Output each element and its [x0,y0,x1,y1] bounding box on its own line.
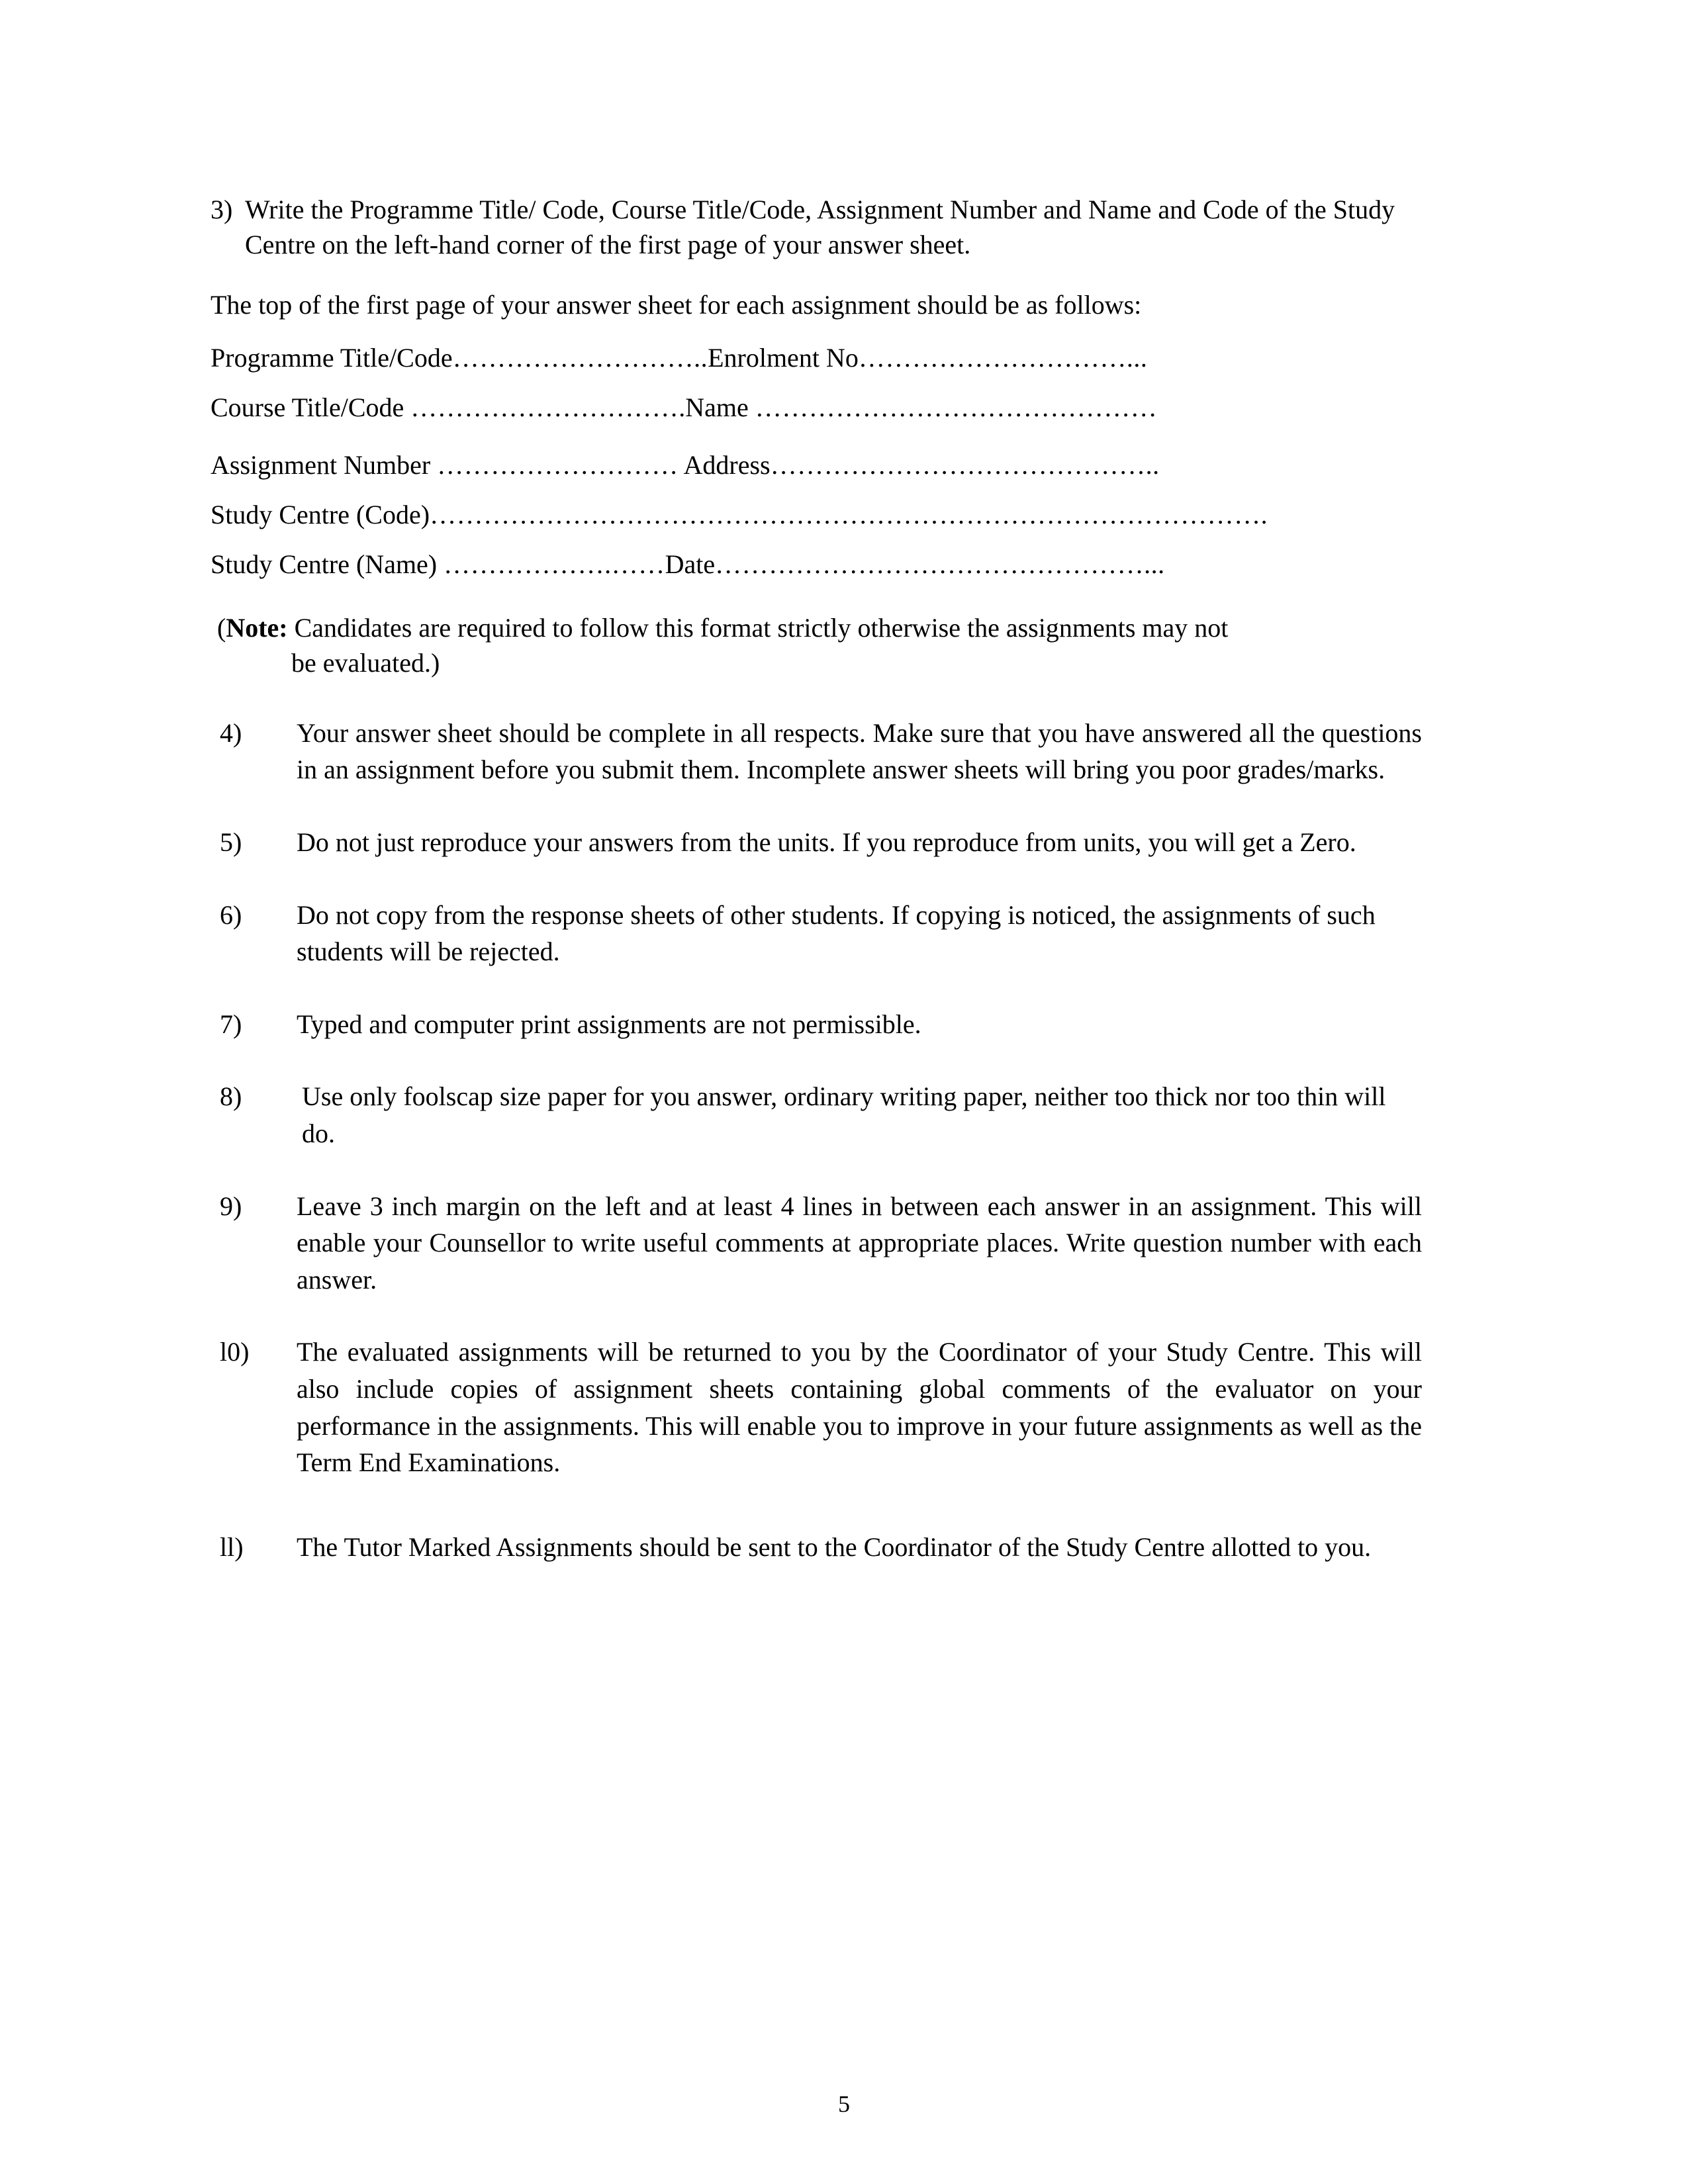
form-label-course-title: Course Title/Code [211,392,411,422]
instruction-text: Do not copy from the response sheets of other students. If copying is noticed, the assignments of such students will be rejected. [297,899,1376,967]
instruction-text: The evaluated assignments will be returned to you by the Coordinator of your Study Centre. This will also include copies of assignment sheets containing global comments of the evaluator on your performance in the assignments. This will enable you to improve in your future assignments as well as the Term End Examinations. [297,1337,1422,1478]
form-line-study-centre-code [211,497,1422,532]
dot-leader: ………………………………………………………………………………… [430,500,1261,530]
format-note [211,610,1422,680]
instruction-text: Typed and computer print assignments are not permissible. [297,1009,921,1039]
form-line-assignment-number [211,447,1422,482]
note-label: Note: [226,612,288,643]
instruction-number: l0) [220,1337,250,1367]
instruction-number: 4) [220,717,242,748]
instruction-item-11 [211,1529,1422,1566]
instruction-number: ll) [220,1531,244,1562]
lead-paragraph: The top of the first page of your answer sheet for each assignment should be as follows: [211,290,1142,320]
dot-leader: ……………………….. [452,342,708,373]
instruction-item-8 [211,1078,1422,1152]
instruction-number: 5) [220,827,242,858]
page-number: 5 [838,2091,850,2117]
form-line-study-centre-name [211,547,1422,582]
dot-leader: ………………………… [410,392,679,422]
note-open-paren: ( [217,612,226,643]
dot-leader: . [1260,500,1268,530]
instruction-text: Do not just reproduce your answers from the units. If you reproduce from units, you will get a Zero. [297,827,1356,858]
instruction-number: 8) [220,1081,242,1112]
instruction-number: 6) [220,899,242,930]
dot-leader: ……………………… [437,449,679,480]
dot-leader: ……………………………………… [755,392,1158,422]
instruction-text: Leave 3 inch margin on the left and at least 4 lines in between each answer in an assignment. This will enable your Counsellor to write useful comments at appropriate places. Write question number with each answer. [297,1191,1422,1295]
instruction-item-6 [211,897,1422,970]
form-label-enrolment-no: Enrolment No [708,342,859,373]
form-line-programme-title [211,340,1422,375]
form-line-course-title [211,390,1422,425]
form-label-date: Date [665,549,716,580]
instruction-item-7 [211,1006,1422,1043]
form-label-study-centre-name: Study Centre (Name) [211,549,444,580]
note-line-1: Candidates are required to follow this format strictly otherwise the assignments may not [287,612,1229,643]
form-label-name: .Name [679,392,755,422]
dot-leader: …………………………………………... [715,549,1165,580]
form-label-study-centre-code: Study Centre (Code) [211,500,430,530]
dot-leader: ……………….…… [444,549,665,580]
page-content [211,192,1422,1589]
instruction-item-3 [211,192,1422,262]
instruction-text: Use only foolscap size paper for you answer, ordinary writing paper, neither too thick nor too thin will do. [302,1081,1386,1149]
instruction-list [211,715,1422,1566]
dot-leader: …………………………………….. [770,449,1160,480]
instruction-text: Your answer sheet should be complete in all respects. Make sure that you have answered all the questions in an assignment before you submit them. Incomplete answer sheets will bring you poor grades/marks. [297,717,1422,785]
form-label-programme-title: Programme Title/Code [211,342,453,373]
instruction-text: Write the Programme Title/ Code, Course Title/Code, Assignment Number and Name and Code of the Study Centre on the left-hand corner of the first page of your answer sheet. [245,195,1395,260]
note-line-2: be evaluated.) [291,647,440,678]
form-label-assignment-number: Assignment Number [211,449,438,480]
instruction-number: 9) [220,1191,242,1221]
dot-leader: …………………………... [858,342,1148,373]
instruction-item-4 [211,715,1422,788]
instruction-item-9 [211,1188,1422,1298]
instruction-item-5 [211,824,1422,861]
instruction-number: 7) [220,1009,242,1039]
instruction-item-10 [211,1334,1422,1480]
form-label-address: Address [678,449,771,480]
instruction-text: The Tutor Marked Assignments should be sent to the Coordinator of the Study Centre allotted to you. [297,1531,1372,1562]
instruction-number: 3) [211,195,233,224]
